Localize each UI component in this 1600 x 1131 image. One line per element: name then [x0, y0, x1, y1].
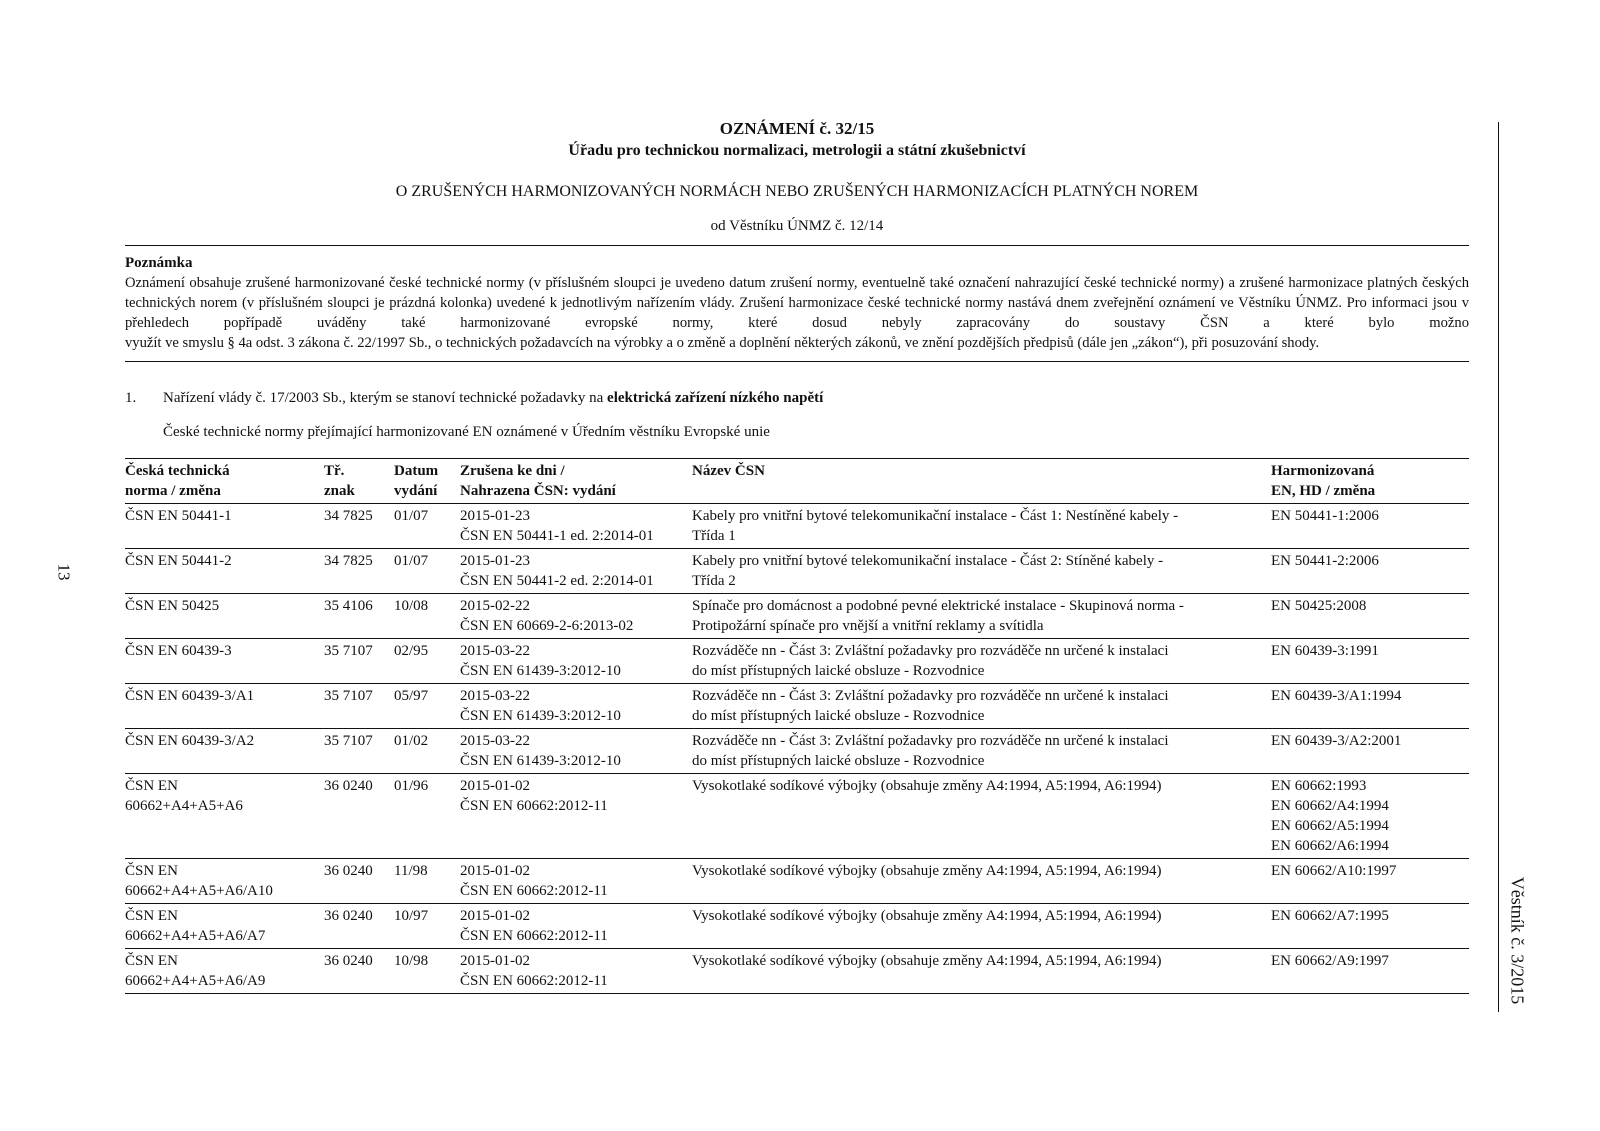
- cell-en-line: EN 60662/A9:1997: [1271, 953, 1389, 969]
- cell-nazev-line: Třída 2: [692, 573, 736, 589]
- note-text-last: využít ve smyslu § 4a odst. 3 zákona č. 22/1997 Sb., o technických požadavcích na výrobky a o změně a doplnění některých zákonů, ve znění pozdějších předpisů (dále jen „zákon“), při posuzování shody.: [125, 335, 1320, 351]
- cell-vydani: 10/98: [394, 949, 460, 994]
- note-text: [125, 273, 1469, 333]
- cell-zrusena-line: 2015-03-22: [460, 688, 530, 704]
- cell-nazev: [692, 504, 1271, 549]
- cell-nazev-line: do míst přístupných laické obsluze - Rozvodnice: [692, 708, 985, 724]
- cell-nazev-line: Rozváděče nn - Část 3: Zvláštní požadavky pro rozváděče nn určené k instalaci: [692, 688, 1169, 704]
- cell-norma: [125, 859, 324, 904]
- cell-znak: 35 7107: [324, 639, 394, 684]
- cell-znak: 36 0240: [324, 774, 394, 859]
- cell-zrusena-line: ČSN EN 60662:2012-11: [460, 928, 608, 944]
- cell-nazev-line: Třída 1: [692, 528, 736, 544]
- cell-norma: [125, 594, 324, 639]
- table-row: [125, 549, 1469, 594]
- cell-en: [1271, 549, 1469, 594]
- cell-zrusena: [460, 949, 692, 994]
- cell-zrusena-line: ČSN EN 61439-3:2012-10: [460, 708, 621, 724]
- page-number: 13: [54, 563, 74, 581]
- cell-vydani: 10/08: [394, 594, 460, 639]
- cell-en-line: EN 60439-3:1991: [1271, 643, 1379, 659]
- cell-nazev-line: Vysokotlaké sodíkové výbojky (obsahuje změny A4:1994, A5:1994, A6:1994): [692, 908, 1162, 924]
- cell-norma-line: 60662+A4+A5+A6/A10: [125, 883, 273, 899]
- cell-zrusena: [460, 729, 692, 774]
- cell-zrusena-line: ČSN EN 61439-3:2012-10: [460, 663, 621, 679]
- cell-zrusena-line: ČSN EN 60662:2012-11: [460, 798, 608, 814]
- cell-nazev: [692, 904, 1271, 949]
- table-row: [125, 904, 1469, 949]
- section-subtitle: České technické normy přejímající harmonizované EN oznámené v Úředním věstníku Evropské unie: [163, 424, 770, 440]
- cell-nazev-line: Rozváděče nn - Část 3: Zvláštní požadavky pro rozváděče nn určené k instalaci: [692, 733, 1169, 749]
- cell-nazev: [692, 594, 1271, 639]
- cell-nazev-line: Vysokotlaké sodíkové výbojky (obsahuje změny A4:1994, A5:1994, A6:1994): [692, 953, 1162, 969]
- cell-norma-line: ČSN EN: [125, 953, 178, 969]
- cell-norma: [125, 504, 324, 549]
- cell-norma-line: 60662+A4+A5+A6: [125, 798, 243, 814]
- cell-znak: 36 0240: [324, 949, 394, 994]
- cell-vydani: 01/96: [394, 774, 460, 859]
- header-norma: Česká technická norma / změna: [125, 459, 324, 504]
- cell-zrusena-line: 2015-01-02: [460, 908, 530, 924]
- cell-en: [1271, 594, 1469, 639]
- section-text-plain: Nařízení vlády č. 17/2003 Sb., kterým se stanoví technické požadavky na: [163, 390, 608, 406]
- cell-zrusena: [460, 504, 692, 549]
- cell-en-line: EN 60662:1993: [1271, 778, 1367, 794]
- table-row: [125, 684, 1469, 729]
- divider: [125, 361, 1469, 362]
- cell-zrusena-line: 2015-03-22: [460, 643, 530, 659]
- cell-nazev: [692, 859, 1271, 904]
- cell-en: [1271, 684, 1469, 729]
- cell-zrusena: [460, 859, 692, 904]
- cell-en-line: EN 60662/A7:1995: [1271, 908, 1389, 924]
- section-number: 1.: [125, 390, 137, 406]
- cell-zrusena: [460, 904, 692, 949]
- header-znak: Tř. znak: [324, 459, 394, 504]
- cell-vydani: 01/07: [394, 504, 460, 549]
- cell-nazev-line: Spínače pro domácnost a podobné pevné elektrické instalace - Skupinová norma -: [692, 598, 1184, 614]
- cell-nazev-line: Vysokotlaké sodíkové výbojky (obsahuje změny A4:1994, A5:1994, A6:1994): [692, 778, 1162, 794]
- cell-zrusena-line: ČSN EN 61439-3:2012-10: [460, 753, 621, 769]
- cell-nazev-line: Protipožární spínače pro vnější a vnitřní reklamy a svítidla: [692, 618, 1044, 634]
- table-row: [125, 859, 1469, 904]
- cell-nazev-line: Kabely pro vnitřní bytové telekomunikační instalace - Část 2: Stíněné kabely -: [692, 553, 1164, 569]
- cell-vydani: 10/97: [394, 904, 460, 949]
- cell-norma-line: ČSN EN 50441-2: [125, 553, 232, 569]
- notice-subject: O ZRUŠENÝCH HARMONIZOVANÝCH NORMÁCH NEBO ZRUŠENÝCH HARMONIZACÍCH PLATNÝCH NOREM: [395, 183, 1199, 200]
- cell-vydani: 05/97: [394, 684, 460, 729]
- cell-nazev-line: do míst přístupných laické obsluze - Rozvodnice: [692, 753, 985, 769]
- cell-en-line: EN 60662/A5:1994: [1271, 818, 1389, 834]
- cell-zrusena: [460, 594, 692, 639]
- cell-nazev: [692, 639, 1271, 684]
- cell-znak: 36 0240: [324, 904, 394, 949]
- cell-norma-line: ČSN EN: [125, 908, 178, 924]
- cell-zrusena-line: 2015-02-22: [460, 598, 530, 614]
- cell-norma-line: ČSN EN: [125, 863, 178, 879]
- cell-norma-line: ČSN EN: [125, 778, 178, 794]
- cell-norma-line: ČSN EN 60439-3/A2: [125, 733, 255, 749]
- table-row: [125, 949, 1469, 994]
- section-text-bold: elektrická zařízení nízkého napětí: [607, 390, 824, 406]
- table-row: [125, 504, 1469, 549]
- cell-zrusena-line: 2015-03-22: [460, 733, 530, 749]
- table-header-row: [125, 459, 1469, 504]
- cell-en: [1271, 774, 1469, 859]
- cell-zrusena-line: 2015-01-23: [460, 553, 530, 569]
- cell-zrusena: [460, 549, 692, 594]
- table-row: [125, 639, 1469, 684]
- cell-en-line: EN 50441-2:2006: [1271, 553, 1379, 569]
- section-heading: [125, 390, 1469, 407]
- section-text: [163, 390, 823, 407]
- cell-nazev: [692, 729, 1271, 774]
- cell-en-line: EN 50441-1:2006: [1271, 508, 1379, 524]
- cell-zrusena-line: ČSN EN 50441-2 ed. 2:2014-01: [460, 573, 654, 589]
- cell-en: [1271, 639, 1469, 684]
- cell-znak: 35 7107: [324, 729, 394, 774]
- cell-norma: [125, 774, 324, 859]
- cell-vydani: 01/02: [394, 729, 460, 774]
- cell-zrusena-line: ČSN EN 50441-1 ed. 2:2014-01: [460, 528, 654, 544]
- cell-znak: 35 7107: [324, 684, 394, 729]
- cell-zrusena-line: 2015-01-23: [460, 508, 530, 524]
- cell-nazev-line: Rozváděče nn - Část 3: Zvláštní požadavky pro rozváděče nn určené k instalaci: [692, 643, 1169, 659]
- table-row: [125, 729, 1469, 774]
- cell-zrusena: [460, 639, 692, 684]
- table-body: [125, 504, 1469, 994]
- cell-norma-line: ČSN EN 50425: [125, 598, 220, 614]
- cell-zrusena-line: 2015-01-02: [460, 953, 530, 969]
- cell-vydani: 01/07: [394, 549, 460, 594]
- cell-nazev-line: do míst přístupných laické obsluze - Rozvodnice: [692, 663, 985, 679]
- cell-norma: [125, 639, 324, 684]
- cell-en: [1271, 729, 1469, 774]
- table-row: [125, 774, 1469, 859]
- cell-norma: [125, 729, 324, 774]
- cell-zrusena: [460, 774, 692, 859]
- cell-vydani: 11/98: [394, 859, 460, 904]
- notice-since: od Věstníku ÚNMZ č. 12/14: [710, 218, 884, 234]
- header-vydani: Datum vydání: [394, 459, 460, 504]
- cell-norma-line: ČSN EN 60439-3/A1: [125, 688, 255, 704]
- cell-znak: 36 0240: [324, 859, 394, 904]
- cell-zrusena-line: ČSN EN 60662:2012-11: [460, 883, 608, 899]
- cell-en-line: EN 60439-3/A1:1994: [1271, 688, 1402, 704]
- cell-zrusena-line: 2015-01-02: [460, 863, 530, 879]
- cell-nazev: [692, 684, 1271, 729]
- table-row: [125, 594, 1469, 639]
- header-nazev: Název ČSN: [692, 459, 1271, 504]
- note-text-body: Oznámení obsahuje zrušené harmonizované české technické normy (v příslušném sloupci je uvedeno datum zrušení normy, eventuelně také označení nahrazující české technické normy) a zrušené harmonizace platných českých technických norem (v příslušném sloupci je prázdná kolonka) uvedené k jednotlivým nařízením vlády. Zrušení harmonizace české technické normy nastává dnem zveřejnění oznámení ve Věstníku ÚNMZ. Pro informaci jsou v přehledech popřípadě uváděny také harmonizované evropské normy, které dosud nebyly zapracovány do soustavy ČSN a které bylo možno: [125, 275, 1469, 331]
- margin-rule: [1498, 122, 1499, 1012]
- journal-label: Věstník č. 3/2015: [1507, 876, 1528, 1005]
- cell-en: [1271, 949, 1469, 994]
- cell-zrusena-line: 2015-01-02: [460, 778, 530, 794]
- cell-norma: [125, 949, 324, 994]
- cell-zrusena-line: ČSN EN 60662:2012-11: [460, 973, 608, 989]
- cell-en: [1271, 859, 1469, 904]
- cell-en-line: EN 60439-3/A2:2001: [1271, 733, 1402, 749]
- cell-norma-line: ČSN EN 50441-1: [125, 508, 232, 524]
- note-block: [125, 246, 1469, 361]
- document-page: [125, 118, 1469, 994]
- cell-en-line: EN 60662/A4:1994: [1271, 798, 1389, 814]
- cell-znak: 35 4106: [324, 594, 394, 639]
- cell-nazev-line: Kabely pro vnitřní bytové telekomunikační instalace - Část 1: Nestíněné kabely -: [692, 508, 1179, 524]
- cell-en: [1271, 504, 1469, 549]
- header-zrusena: Zrušena ke dni / Nahrazena ČSN: vydání: [460, 459, 692, 504]
- standards-table: [125, 458, 1469, 994]
- cell-vydani: 02/95: [394, 639, 460, 684]
- cell-en-line: EN 50425:2008: [1271, 598, 1367, 614]
- cell-en-line: EN 60662/A6:1994: [1271, 838, 1389, 854]
- cell-nazev: [692, 949, 1271, 994]
- cell-norma: [125, 549, 324, 594]
- cell-en-line: EN 60662/A10:1997: [1271, 863, 1397, 879]
- cell-znak: 34 7825: [324, 504, 394, 549]
- cell-en: [1271, 904, 1469, 949]
- cell-norma-line: ČSN EN 60439-3: [125, 643, 232, 659]
- cell-znak: 34 7825: [324, 549, 394, 594]
- header-en: Harmonizovaná EN, HD / změna: [1271, 459, 1469, 504]
- notice-authority: Úřadu pro technickou normalizaci, metrologii a státní zkušebnictví: [568, 142, 1026, 159]
- cell-zrusena: [460, 684, 692, 729]
- cell-norma-line: 60662+A4+A5+A6/A7: [125, 928, 266, 944]
- note-title: Poznámka: [125, 255, 193, 271]
- cell-norma-line: 60662+A4+A5+A6/A9: [125, 973, 266, 989]
- cell-norma: [125, 904, 324, 949]
- cell-nazev: [692, 774, 1271, 859]
- notice-title: OZNÁMENÍ č. 32/15: [719, 119, 875, 138]
- cell-nazev: [692, 549, 1271, 594]
- cell-zrusena-line: ČSN EN 60669-2-6:2013-02: [460, 618, 634, 634]
- cell-nazev-line: Vysokotlaké sodíkové výbojky (obsahuje změny A4:1994, A5:1994, A6:1994): [692, 863, 1162, 879]
- cell-norma: [125, 684, 324, 729]
